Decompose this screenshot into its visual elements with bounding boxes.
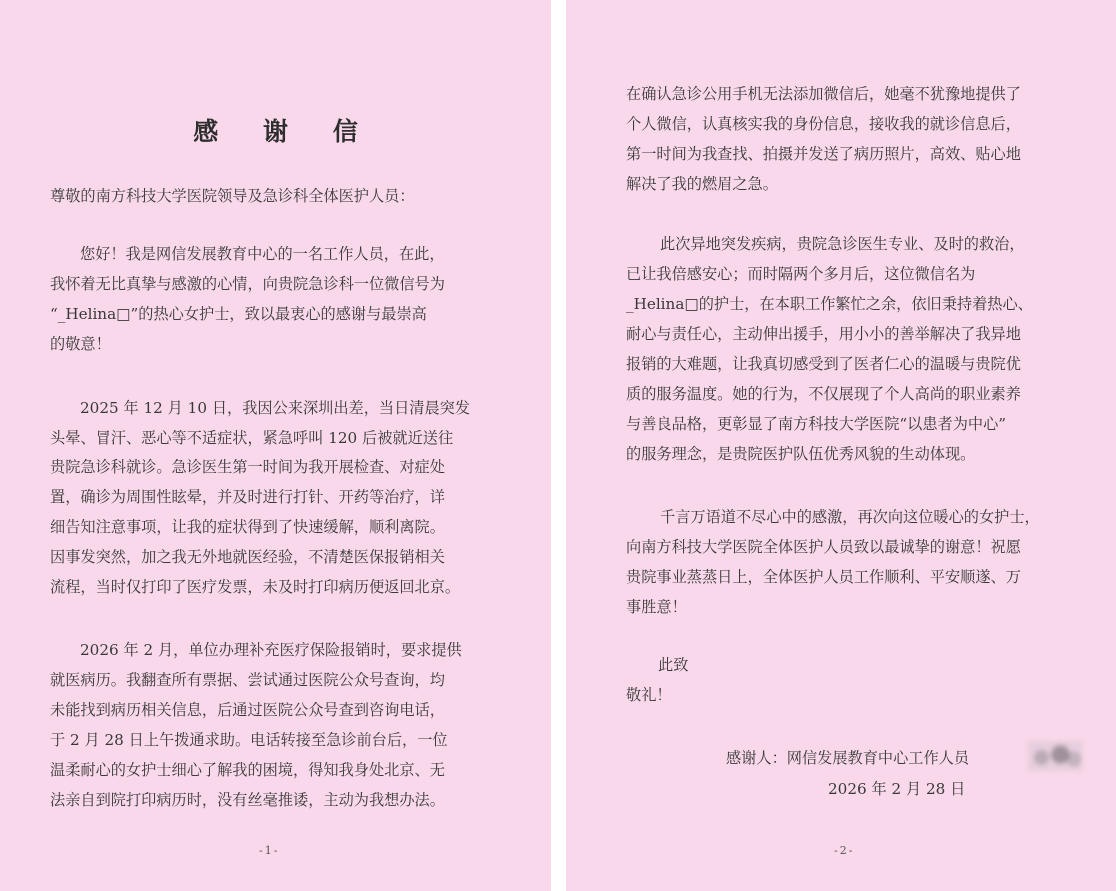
paragraph-line: 2026 年 2 月，单位办理补充医疗保险报销时，要求提供: [80, 641, 462, 659]
paragraph-line: 您好！我是网信发展教育中心的一名工作人员，在此，: [80, 245, 445, 263]
closing-line: 敬礼！: [626, 686, 672, 704]
letter-page-1: [0, 0, 551, 891]
letter-date: 2026 年 2 月 28 日: [828, 780, 966, 798]
paragraph-line: 耐心与责任心，主动伸出援手，用小小的善举解决了我异地: [626, 325, 1021, 343]
paragraph-line: 解决了我的燃眉之急。: [626, 175, 778, 193]
paragraph-line: 我怀着无比真挚与感激的心情，向贵院急诊科一位微信号为: [50, 275, 445, 293]
paragraph-line: 因事发突然，加之我无外地就医经验，不清楚医保报销相关: [50, 548, 445, 566]
paragraph-line: 的敬意！: [50, 335, 111, 353]
letter-title: 感 谢 信: [193, 117, 376, 146]
paragraph-line: 2025 年 12 月 10 日，我因公来深圳出差，当日清晨突发: [80, 399, 471, 417]
paragraph-line: 的服务理念，是贵院医护队伍优秀风貌的生动体现。: [626, 445, 976, 463]
paragraph-line: _Helina□的护士，在本职工作繁忙之余，依旧秉持着热心、: [626, 295, 1033, 313]
paragraph-line: 质的服务温度。她的行为，不仅展现了个人高尚的职业素养: [626, 385, 1021, 403]
salutation: 尊敬的南方科技大学医院领导及急诊科全体医护人员：: [50, 187, 415, 205]
paragraph-line: 头晕、冒汗、恶心等不适症状，紧急呼叫 120 后被就近送往: [50, 429, 454, 447]
paragraph-line: 在确认急诊公用手机无法添加微信后，她毫不犹豫地提供了: [626, 85, 1021, 103]
paragraph-line: 于 2 月 28 日上午拨通求助。电话转接至急诊前台后，一位: [50, 731, 448, 749]
paragraph-line: 向南方科技大学医院全体医护人员致以最诚挚的谢意！祝愿: [626, 538, 1021, 556]
paragraph-line: 第一时间为我查找、拍摄并发送了病历照片，高效、贴心地: [626, 145, 1021, 163]
signature: 感谢人：网信发展教育中心工作人员: [726, 749, 969, 767]
paragraph-line: 贵院急诊科就诊。急诊医生第一时间为我开展检查、对症处: [50, 458, 445, 476]
closing-line: 此致: [658, 656, 689, 674]
page-number: -2-: [834, 844, 855, 857]
redaction-blur: [1028, 741, 1082, 771]
letter-page-2: [566, 0, 1116, 891]
paragraph-line: 贵院事业蒸蒸日上，全体医护人员工作顺利、平安顺遂、万: [626, 568, 1021, 586]
paragraph-line: 个人微信，认真核实我的身份信息，接收我的就诊信息后，: [626, 115, 1021, 133]
paragraph-line: “_Helina□”的热心女护士，致以最衷心的感谢与最崇高: [50, 305, 427, 323]
paragraph-line: 流程，当时仅打印了医疗发票，未及时打印病历便返回北京。: [50, 578, 461, 596]
paragraph-line: 事胜意！: [626, 598, 687, 616]
paragraph-line: 报销的大难题，让我真切感受到了医者仁心的温暖与贵院优: [626, 355, 1021, 373]
paragraph-line: 此次异地突发疾病，贵院急诊医生专业、及时的救治，: [660, 235, 1025, 253]
paragraph-line: 细告知注意事项，让我的症状得到了快速缓解，顺利离院。: [50, 518, 445, 536]
paragraph-line: 已让我倍感安心；而时隔两个多月后，这位微信名为: [626, 265, 976, 283]
paragraph-line: 置，确诊为周围性眩晕，并及时进行打针、开药等治疗，详: [50, 488, 445, 506]
page-number: -1-: [259, 844, 280, 857]
paragraph-line: 未能找到病历相关信息，后通过医院公众号查到咨询电话，: [50, 701, 445, 719]
paragraph-line: 就医病历。我翻查所有票据、尝试通过医院公众号查询，均: [50, 671, 445, 689]
paragraph-line: 千言万语道不尽心中的感激，再次向这位暖心的女护士，: [660, 508, 1040, 526]
paragraph-line: 与善良品格，更彰显了南方科技大学医院“以患者为中心”: [626, 415, 1007, 433]
paragraph-line: 法亲自到院打印病历时，没有丝毫推诿，主动为我想办法。: [50, 791, 445, 809]
paragraph-line: 温柔耐心的女护士细心了解我的困境，得知我身处北京、无: [50, 761, 445, 779]
